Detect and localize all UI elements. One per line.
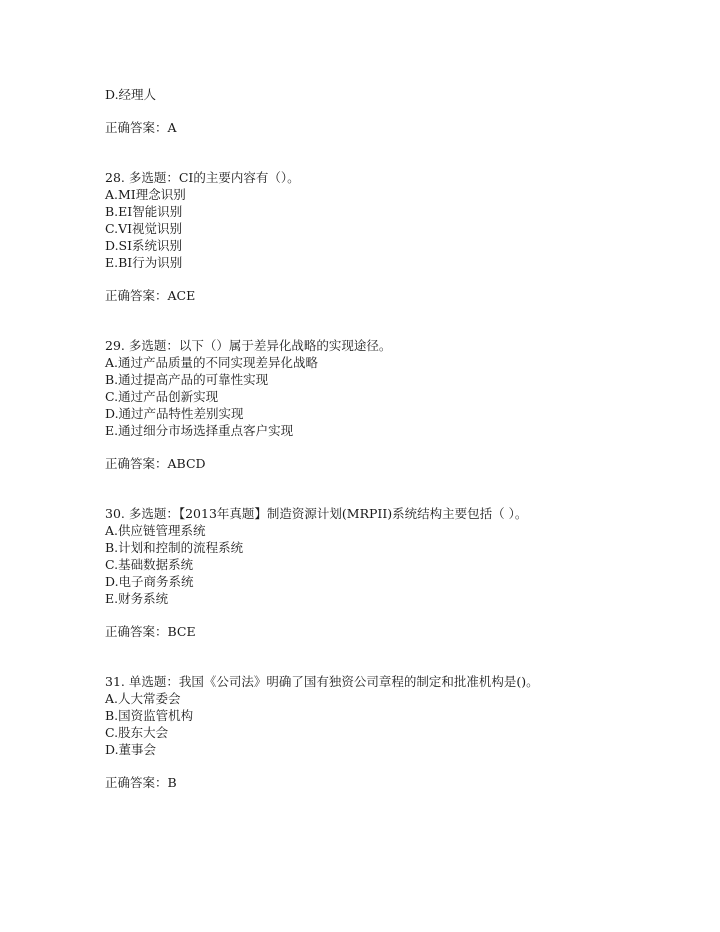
- option-text: E.通过细分市场选择重点客户实现: [105, 423, 294, 438]
- question-stem: 28. 多选题：CI的主要内容有（）。: [105, 170, 300, 185]
- option-text: A.通过产品质量的不同实现差异化战略: [105, 355, 319, 370]
- option-text: E.财务系统: [105, 591, 169, 606]
- answer-text: 正确答案：B: [105, 775, 177, 790]
- option-text: B.通过提高产品的可靠性实现: [105, 372, 269, 387]
- option-text: C.股东大会: [105, 725, 169, 740]
- question-stem: 31. 单选题：我国《公司法》明确了国有独资公司章程的制定和批准机构是()。: [105, 674, 539, 689]
- option-text: B.国资监管机构: [105, 708, 194, 723]
- option-text: A.MI理念识别: [105, 187, 186, 202]
- question-stem: 29. 多选题：以下（）属于差异化战略的实现途径。: [105, 338, 392, 353]
- answer-text: 正确答案：BCE: [105, 624, 196, 639]
- option-text: D.董事会: [105, 742, 157, 757]
- option-text: C.VI视觉识别: [105, 221, 183, 236]
- option-text: A.供应链管理系统: [105, 523, 206, 538]
- option-text: C.通过产品创新实现: [105, 389, 219, 404]
- option-text: D.电子商务系统: [105, 574, 194, 589]
- option-text: E.BI行为识别: [105, 255, 183, 270]
- option-text: B.计划和控制的流程系统: [105, 540, 244, 555]
- answer-text: 正确答案：A: [105, 120, 177, 135]
- option-text: D.SI系统识别: [105, 238, 183, 253]
- option-text: D.通过产品特性差别实现: [105, 406, 244, 421]
- answer-text: 正确答案：ABCD: [105, 456, 206, 471]
- option-text: A.人大常委会: [105, 691, 181, 706]
- option-text: D.经理人: [105, 87, 157, 102]
- answer-text: 正确答案：ACE: [105, 288, 196, 303]
- option-text: B.EI智能识别: [105, 204, 183, 219]
- option-text: C.基础数据系统: [105, 557, 194, 572]
- question-stem: 30. 多选题：【2013年真题】制造资源计划(MRPII)系统结构主要包括（ ）。: [105, 506, 528, 521]
